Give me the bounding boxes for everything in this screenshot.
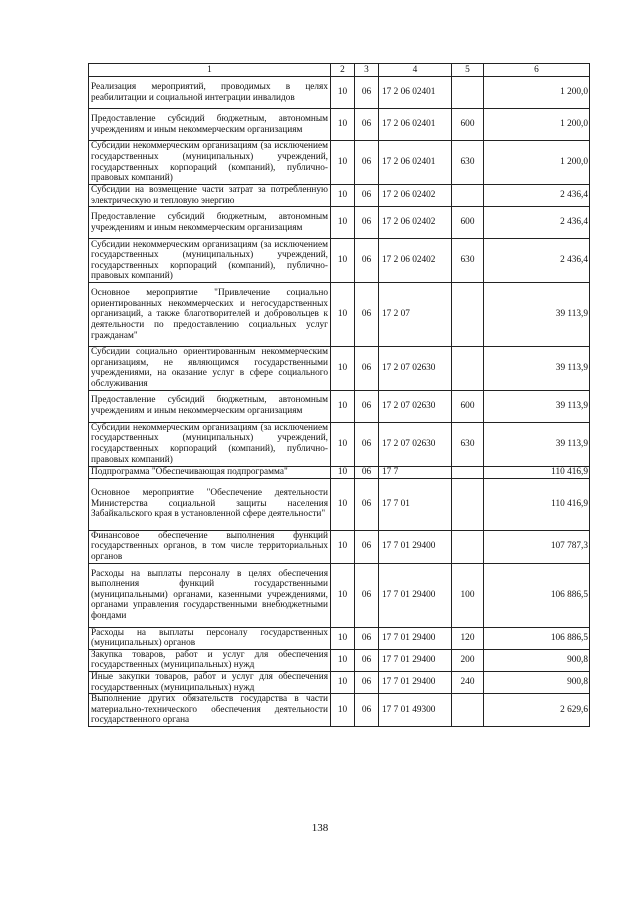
row-section: 10: [331, 207, 355, 239]
row-subsection: 06: [355, 422, 379, 466]
row-section: 10: [331, 627, 355, 649]
row-name: Субсидии некоммерческим организациям (за исключением государственных (муниципальных) учреждений, государственных корпораций (компаний), публично-правовых компаний): [89, 141, 331, 185]
row-target-article: 17 7 01 49300: [379, 694, 452, 727]
row-name: Субсидии некоммерческим организациям (за исключением государственных (муниципальных) учреждений, государственных корпораций (компаний), публично-правовых компаний): [89, 239, 331, 283]
row-amount: 110 416,9: [484, 466, 590, 478]
page-number: 138: [311, 822, 329, 834]
row-amount: 39 113,9: [484, 422, 590, 466]
row-subsection: 06: [355, 390, 379, 422]
row-expense-type: [452, 347, 484, 390]
row-section: 10: [331, 422, 355, 466]
table-row: [89, 466, 590, 478]
row-expense-type: 600: [452, 207, 484, 239]
row-name: Закупка товаров, работ и услуг для обеспечения государственных (муниципальных) нужд: [89, 649, 331, 671]
column-header-4: 4: [379, 64, 452, 77]
row-subsection: 06: [355, 466, 379, 478]
row-target-article: 17 2 06 02401: [379, 141, 452, 185]
row-subsection: 06: [355, 347, 379, 390]
row-name: Расходы на выплаты персоналу государственных (муниципальных) органов: [89, 627, 331, 649]
row-subsection: 06: [355, 185, 379, 207]
row-amount: 106 886,5: [484, 627, 590, 649]
row-name: Субсидии социально ориентированным некоммерческим организациям, не являющимся государственными учреждениями, на оказание услуг в сфере социального обслуживания: [89, 347, 331, 390]
table-row: [89, 185, 590, 207]
row-section: 10: [331, 185, 355, 207]
row-expense-type: 630: [452, 141, 484, 185]
row-subsection: 06: [355, 207, 379, 239]
table-row: [89, 347, 590, 390]
row-subsection: 06: [355, 649, 379, 671]
table-row: [89, 239, 590, 283]
row-name: Предоставление субсидий бюджетным, автономным учреждениям и иным некоммерческим организациям: [89, 390, 331, 422]
row-target-article: 17 2 06 02402: [379, 207, 452, 239]
row-section: 10: [331, 466, 355, 478]
table-row: [89, 478, 590, 530]
row-target-article: 17 2 07 02630: [379, 347, 452, 390]
table-row: [89, 77, 590, 109]
row-expense-type: 240: [452, 671, 484, 693]
row-target-article: 17 2 06 02402: [379, 239, 452, 283]
table-row: [89, 694, 590, 727]
row-amount: 2 436,4: [484, 207, 590, 239]
row-amount: 39 113,9: [484, 347, 590, 390]
row-subsection: 06: [355, 109, 379, 141]
row-amount: 106 886,5: [484, 563, 590, 627]
row-section: 10: [331, 109, 355, 141]
table-row: [89, 563, 590, 627]
row-amount: 39 113,9: [484, 390, 590, 422]
row-expense-type: [452, 478, 484, 530]
row-amount: 1 200,0: [484, 77, 590, 109]
row-expense-type: [452, 530, 484, 563]
table-row: [89, 671, 590, 693]
row-expense-type: [452, 466, 484, 478]
row-expense-type: [452, 694, 484, 727]
row-target-article: 17 7: [379, 466, 452, 478]
table-body: [89, 77, 590, 727]
row-section: 10: [331, 239, 355, 283]
row-name: Реализация мероприятий, проводимых в целях реабилитации и социальной интеграции инвалидов: [89, 77, 331, 109]
table-header-row: [89, 64, 590, 77]
row-subsection: 06: [355, 530, 379, 563]
column-header-6: 6: [484, 64, 590, 77]
row-amount: 1 200,0: [484, 109, 590, 141]
row-section: 10: [331, 478, 355, 530]
row-target-article: 17 2 07 02630: [379, 422, 452, 466]
row-section: 10: [331, 649, 355, 671]
row-target-article: 17 2 06 02401: [379, 109, 452, 141]
table-row: [89, 283, 590, 347]
row-subsection: 06: [355, 671, 379, 693]
row-target-article: 17 7 01 29400: [379, 671, 452, 693]
row-name: Выполнение других обязательств государства в части материально-технического обеспечения деятельности государственного органа: [89, 694, 331, 727]
row-amount: 2 629,6: [484, 694, 590, 727]
table-row: [89, 530, 590, 563]
row-target-article: 17 2 07: [379, 283, 452, 347]
row-section: 10: [331, 390, 355, 422]
row-name: Основное мероприятие "Обеспечение деятельности Министерства социальной защиты населения Забайкальского края в установленной сфере деятельности": [89, 478, 331, 530]
row-target-article: 17 7 01 29400: [379, 563, 452, 627]
table-row: [89, 422, 590, 466]
row-expense-type: 630: [452, 239, 484, 283]
row-name: Финансовое обеспечение выполнения функций государственных органов, в том числе территориальных органов: [89, 530, 331, 563]
column-header-2: 2: [331, 64, 355, 77]
row-name: Субсидии некоммерческим организациям (за исключением государственных (муниципальных) учреждений, государственных корпораций (компаний), публично-правовых компаний): [89, 422, 331, 466]
column-header-3: 3: [355, 64, 379, 77]
row-subsection: 06: [355, 478, 379, 530]
row-amount: 900,8: [484, 671, 590, 693]
row-amount: 39 113,9: [484, 283, 590, 347]
row-subsection: 06: [355, 627, 379, 649]
row-amount: 900,8: [484, 649, 590, 671]
table-row: [89, 141, 590, 185]
row-name: Иные закупки товаров, работ и услуг для обеспечения государственных (муниципальных) нужд: [89, 671, 331, 693]
row-name: Предоставление субсидий бюджетным, автономным учреждениям и иным некоммерческим организациям: [89, 207, 331, 239]
row-expense-type: 200: [452, 649, 484, 671]
table-row: [89, 649, 590, 671]
row-expense-type: [452, 185, 484, 207]
row-subsection: 06: [355, 283, 379, 347]
row-expense-type: 120: [452, 627, 484, 649]
row-section: 10: [331, 77, 355, 109]
row-target-article: 17 7 01: [379, 478, 452, 530]
table-row: [89, 390, 590, 422]
row-section: 10: [331, 563, 355, 627]
column-header-5: 5: [452, 64, 484, 77]
table-row: [89, 207, 590, 239]
row-name: Предоставление субсидий бюджетным, автономным учреждениям и иным некоммерческим организациям: [89, 109, 331, 141]
row-name: Субсидии на возмещение части затрат за потребленную электрическую и тепловую энергию: [89, 185, 331, 207]
row-expense-type: [452, 77, 484, 109]
row-section: 10: [331, 694, 355, 727]
row-name: Основное мероприятие "Привлечение социально ориентированных некоммерческих и негосударственных организаций, а также благотворителей и добровольцев к деятельности по предоставлению социальных услуг гражданам": [89, 283, 331, 347]
row-expense-type: 100: [452, 563, 484, 627]
row-section: 10: [331, 141, 355, 185]
row-target-article: 17 2 06 02401: [379, 77, 452, 109]
row-amount: 1 200,0: [484, 141, 590, 185]
row-section: 10: [331, 530, 355, 563]
row-section: 10: [331, 671, 355, 693]
budget-table-container: [88, 63, 589, 727]
row-subsection: 06: [355, 694, 379, 727]
row-amount: 2 436,4: [484, 185, 590, 207]
row-amount: 2 436,4: [484, 239, 590, 283]
row-section: 10: [331, 283, 355, 347]
row-subsection: 06: [355, 563, 379, 627]
table-row: [89, 627, 590, 649]
row-subsection: 06: [355, 239, 379, 283]
column-header-1: 1: [89, 64, 331, 77]
row-expense-type: 600: [452, 390, 484, 422]
row-expense-type: [452, 283, 484, 347]
row-expense-type: 600: [452, 109, 484, 141]
row-name: Расходы на выплаты персоналу в целях обеспечения выполнения функций государственными (муниципальными) органами, казенными учреждениями, органами управления государственными внебюджетными фондами: [89, 563, 331, 627]
row-name: Подпрограмма "Обеспечивающая подпрограмма": [89, 466, 331, 478]
row-target-article: 17 2 07 02630: [379, 390, 452, 422]
row-subsection: 06: [355, 77, 379, 109]
row-expense-type: 630: [452, 422, 484, 466]
row-subsection: 06: [355, 141, 379, 185]
row-amount: 107 787,3: [484, 530, 590, 563]
table-row: [89, 109, 590, 141]
budget-table: [88, 63, 590, 727]
row-section: 10: [331, 347, 355, 390]
row-target-article: 17 2 06 02402: [379, 185, 452, 207]
row-target-article: 17 7 01 29400: [379, 649, 452, 671]
row-amount: 110 416,9: [484, 478, 590, 530]
row-target-article: 17 7 01 29400: [379, 530, 452, 563]
row-target-article: 17 7 01 29400: [379, 627, 452, 649]
